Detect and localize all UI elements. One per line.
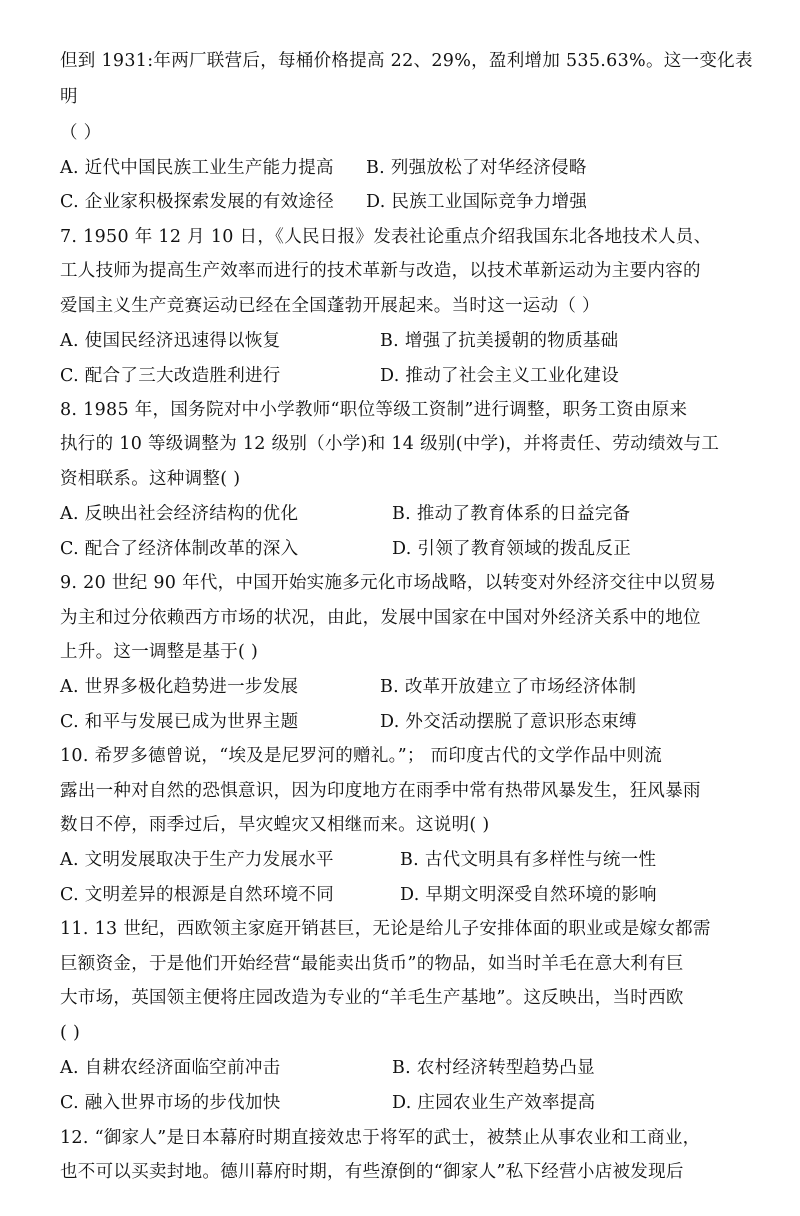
- q6-option-c: C. 企业家积极探索发展的有效途径: [60, 192, 334, 212]
- q10-option-c: C. 文明差异的根源是自然环境不同: [60, 885, 334, 905]
- q6-option-b: B. 列强放松了对华经济侵略: [366, 158, 587, 178]
- q6-option-a: A. 近代中国民族工业生产能力提高: [60, 158, 334, 178]
- q8-stem-line-2: 执行的 10 等级调整为 12 级别（小学)和 14 级别(中学)，并将责任、劳动绩效与工: [60, 434, 720, 454]
- q9-option-b: B. 改革开放建立了市场经济体制: [380, 677, 637, 697]
- q10-option-b: B. 古代文明具有多样性与统一性: [400, 850, 657, 870]
- q6-answer-blank: （ ）: [60, 123, 102, 143]
- q7-option-c: C. 配合了三大改造胜利进行: [60, 366, 281, 386]
- q10-stem-line-2: 露出一种对自然的恐惧意识，因为印度地方在雨季中常有热带风暴发生，狂风暴雨: [60, 781, 701, 801]
- q11-option-b: B. 农村经济转型趋势凸显: [392, 1058, 595, 1078]
- q8-option-d: D. 引领了教育领域的拨乱反正: [392, 539, 632, 559]
- q12-stem-line-2: 也不可以买卖封地。德川幕府时期，有些潦倒的“御家人”私下经营小店被发现后: [60, 1162, 684, 1182]
- q9-stem-line-1: 9. 20 世纪 90 年代，中国开始实施多元化市场战略，以转变对外经济交往中以贸易: [60, 573, 717, 593]
- q6-stem-line-1: 但到 1931:年两厂联营后，每桶价格提高 22、29%，盈利增加 535.63%。这一变化表: [60, 51, 753, 71]
- q6-stem-line-2: 明: [60, 87, 78, 107]
- q12-stem-line-1: 12. “御家人”是日本幕府时期直接效忠于将军的武士，被禁止从事农业和工商业，: [60, 1128, 701, 1148]
- q7-stem-line-1: 7. 1950 年 12 月 10 日，《人民日报》发表社论重点介绍我国东北各地技术人员、: [60, 227, 712, 247]
- q11-stem-line-2: 巨额资金，于是他们开始经营“最能卖出货币”的物品，如当时羊毛在意大利有巨: [60, 954, 684, 974]
- q10-option-d: D. 早期文明深受自然环境的影响: [400, 885, 657, 905]
- q11-stem-line-1: 11. 13 世纪，西欧领主家庭开销甚巨，无论是给儿子安排体面的职业或是嫁女都需: [60, 919, 711, 939]
- q8-stem-line-3: 资相联系。这种调整( ): [60, 469, 241, 489]
- q8-option-b: B. 推动了教育体系的日益完备: [392, 504, 631, 524]
- q8-option-c: C. 配合了经济体制改革的深入: [60, 539, 299, 559]
- q9-stem-line-2: 为主和过分依赖西方市场的状况，由此，发展中国家在中国对外经济关系中的地位: [60, 608, 701, 628]
- q11-option-a: A. 自耕农经济面临空前冲击: [60, 1058, 281, 1078]
- q11-answer-blank: ( ): [60, 1023, 81, 1043]
- q8-stem-line-1: 8. 1985 年，国务院对中小学教师“职位等级工资制”进行调整，职务工资由原来: [60, 400, 688, 420]
- q7-option-b: B. 增强了抗美援朝的物质基础: [380, 331, 619, 351]
- q11-option-c: C. 融入世界市场的步伐加快: [60, 1093, 281, 1113]
- q11-option-d: D. 庄园农业生产效率提高: [392, 1093, 596, 1113]
- q8-option-a: A. 反映出社会经济结构的优化: [60, 504, 299, 524]
- q7-stem-line-2: 工人技师为提高生产效率而进行的技术革新与改造，以技术革新运动为主要内容的: [60, 261, 701, 281]
- q10-stem-line-1: 10. 希罗多德曾说，“埃及是尼罗河的赠礼。”； 而印度古代的文学作品中则流: [60, 746, 662, 766]
- q7-option-d: D. 推动了社会主义工业化建设: [380, 366, 620, 386]
- q7-option-a: A. 使国民经济迅速得以恢复: [60, 331, 281, 351]
- q9-option-d: D. 外交活动摆脱了意识形态束缚: [380, 712, 637, 732]
- q9-option-a: A. 世界多极化趋势进一步发展: [60, 677, 299, 697]
- q7-stem-line-3: 爱国主义生产竞赛运动已经在全国蓬勃开展起来。当时这一运动（ ）: [60, 296, 600, 316]
- q10-option-a: A. 文明发展取决于生产力发展水平: [60, 850, 334, 870]
- q6-option-d: D. 民族工业国际竞争力增强: [366, 192, 588, 212]
- q10-stem-line-3: 数日不停，雨季过后，旱灾蝗灾又相继而来。这说明( ): [60, 815, 490, 835]
- q9-option-c: C. 和平与发展已成为世界主题: [60, 712, 299, 732]
- q11-stem-line-3: 大市场，英国领主便将庄园改造为专业的“羊毛生产基地”。这反映出，当时西欧: [60, 988, 684, 1008]
- q9-stem-line-3: 上升。这一调整是基于( ): [60, 642, 259, 662]
